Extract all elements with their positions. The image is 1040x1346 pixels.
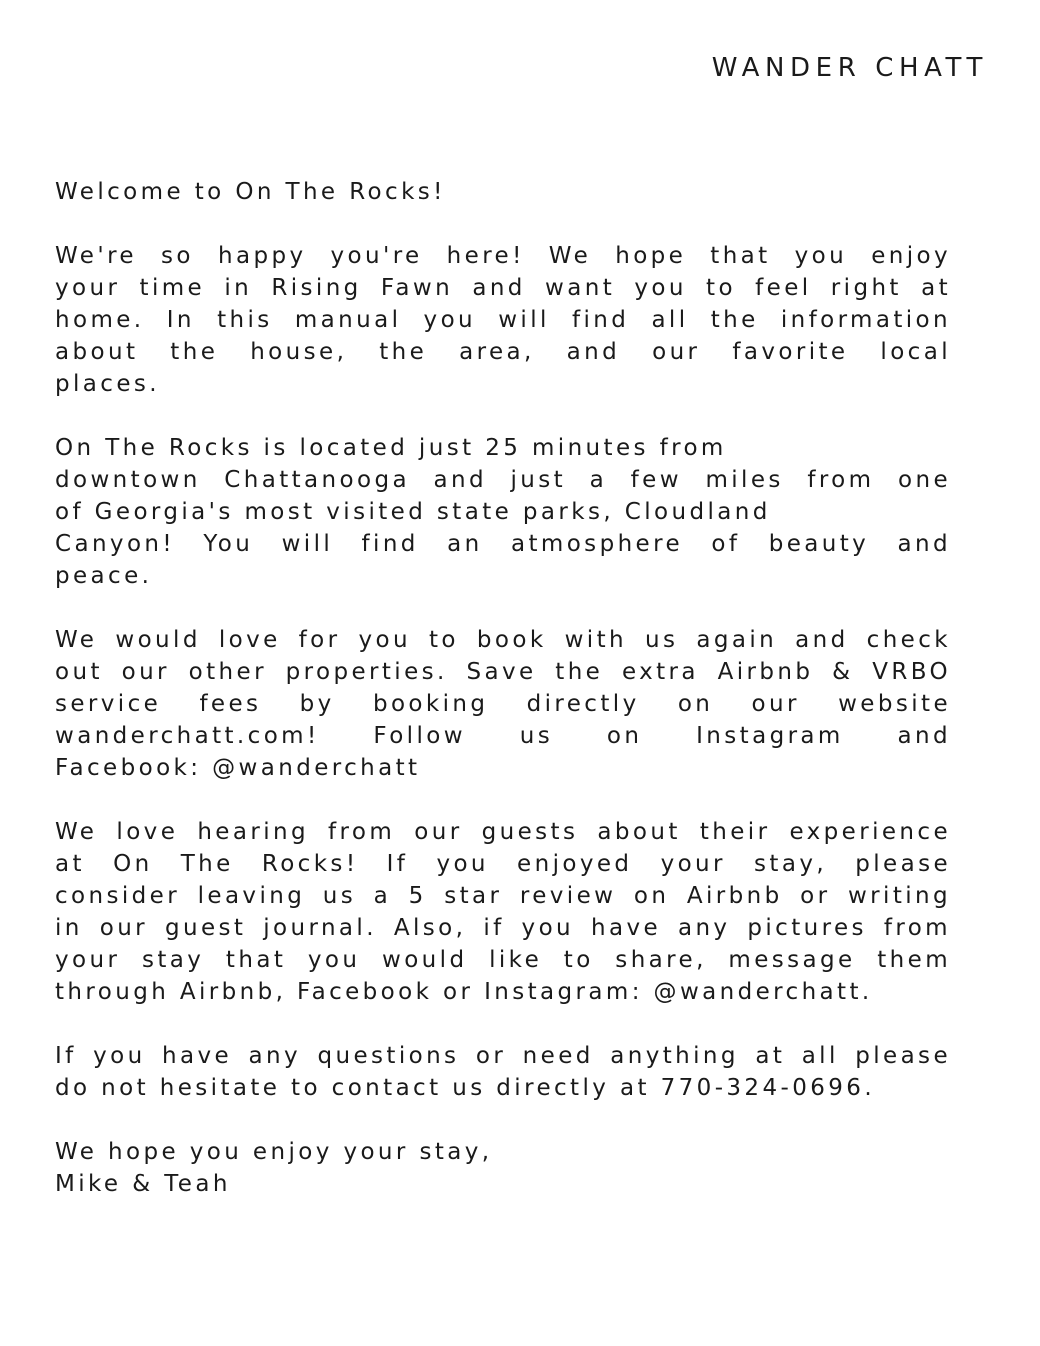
paragraph-gap	[55, 208, 951, 240]
paragraph-line: places.	[55, 371, 160, 397]
paragraph-contact	[55, 1040, 951, 1104]
greeting: Welcome to On The Rocks!	[55, 179, 446, 205]
paragraph-line: of Georgia's most visited state parks, Cloudland	[55, 499, 771, 525]
paragraph-welcome	[55, 240, 951, 400]
paragraph-line: We're so happy you're here! We hope that you enjoy	[55, 243, 951, 269]
paragraph-line: through Airbnb, Facebook or Instagram: @wanderchatt.	[55, 979, 873, 1005]
paragraph-line: home. In this manual you will find all the information	[55, 307, 951, 333]
paragraph-gap	[55, 1104, 951, 1136]
paragraph-booking	[55, 624, 951, 784]
paragraph-line: We would love for you to book with us again and check	[55, 627, 951, 653]
paragraph-line: We love hearing from our guests about their experience	[55, 819, 951, 845]
paragraph-line: If you have any questions or need anything at all please	[55, 1043, 951, 1069]
paragraph-line: Canyon! You will find an atmosphere of beauty and	[55, 531, 951, 557]
paragraph-gap	[55, 400, 951, 432]
paragraph-line: about the house, the area, and our favorite local	[55, 339, 951, 365]
paragraph-line: at On The Rocks! If you enjoyed your stay, please	[55, 851, 951, 877]
paragraph-line: On The Rocks is located just 25 minutes from	[55, 435, 727, 461]
paragraph-review	[55, 816, 951, 1008]
paragraph-line: peace.	[55, 563, 153, 589]
paragraph-line: consider leaving us a 5 star review on Airbnb or writing	[55, 883, 951, 909]
paragraph-gap	[55, 784, 951, 816]
paragraph-line: out our other properties. Save the extra Airbnb & VRBO	[55, 659, 951, 685]
closing-line: We hope you enjoy your stay,	[55, 1139, 493, 1165]
paragraph-line: wanderchatt.com! Follow us on Instagram and	[55, 723, 951, 749]
paragraph-line: in our guest journal. Also, if you have any pictures from	[55, 915, 951, 941]
brand-title: WANDER CHATT	[711, 53, 988, 83]
paragraph-line: your time in Rising Fawn and want you to feel right at	[55, 275, 951, 301]
paragraph-line: downtown Chattanooga and just a few miles from one	[55, 467, 951, 493]
paragraph-gap	[55, 592, 951, 624]
paragraph-location	[55, 432, 951, 592]
paragraph-line: your stay that you would like to share, message them	[55, 947, 951, 973]
paragraph-line: Facebook: @wanderchatt	[55, 755, 421, 781]
paragraph-line: service fees by booking directly on our website	[55, 691, 951, 717]
paragraph-gap	[55, 1008, 951, 1040]
signature: Mike & Teah	[55, 1171, 231, 1197]
paragraph-line: do not hesitate to contact us directly at 770-324-0696.	[55, 1075, 876, 1101]
welcome-letter	[55, 176, 951, 1200]
